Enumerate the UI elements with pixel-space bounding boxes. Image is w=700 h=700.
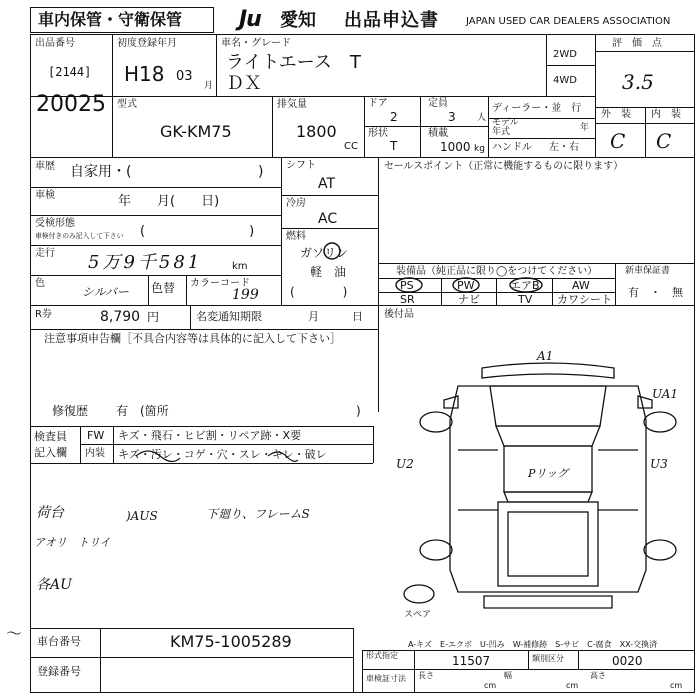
designation-label-2: 類別区分: [532, 654, 564, 663]
load-label: 積載: [428, 128, 448, 139]
model-code: GK-KM75: [160, 122, 232, 141]
color-code-label: カラーコード: [190, 278, 250, 289]
equipment-airbag: エアB: [510, 279, 540, 292]
dimensions-label: 車検証寸法: [366, 674, 406, 683]
handle-options: 左・右: [549, 142, 579, 153]
displacement-value: 1800: [296, 122, 337, 141]
fuel-circle-mark: [322, 241, 342, 259]
displacement-label: 排気量: [277, 99, 307, 110]
fuel-other: ( ): [290, 285, 348, 299]
model-year-unit: 年: [580, 123, 590, 133]
repair-label: 修復歴: [52, 404, 89, 418]
designation-value-1: 11507: [452, 654, 491, 668]
model-label: 型式: [117, 99, 137, 110]
rating-label: 評 価 点: [612, 38, 662, 49]
equipment-tv: TV: [518, 293, 533, 306]
mileage-value: 5万9千581: [88, 252, 203, 273]
aircon-label: 冷房: [286, 198, 306, 209]
brand-name: 愛知: [280, 10, 316, 31]
interior-grade: C: [656, 129, 672, 153]
accept-value: ( ): [140, 224, 255, 239]
dealer-label: ディーラー・並 行: [492, 103, 582, 114]
inspector-label-2: 記入欄: [34, 446, 67, 459]
accept-label: 受検形態: [35, 218, 75, 229]
exterior-grade: C: [610, 129, 626, 153]
fuel-gasoline: ガソリン: [300, 246, 349, 260]
after-equipment-label: 後付品: [384, 309, 414, 320]
ju-logo: Ju: [239, 7, 261, 32]
sales-point-label: セールスポイント（正常に機能するものに限ります）: [384, 161, 624, 172]
mark-left: U2: [396, 457, 414, 471]
warranty-label: 新車保証書: [625, 266, 671, 276]
shape-value: T: [390, 139, 398, 153]
color-value: シルバー: [82, 285, 129, 299]
handle-label: ハンドル: [492, 142, 532, 153]
doors-value: 2: [390, 110, 398, 124]
mark-front-right: UA1: [652, 387, 679, 401]
equipment-aw: AW: [572, 279, 590, 292]
chassis-label: 車台番号: [37, 635, 81, 648]
notes-label: 注意事項申告欄［不具合内容等は具体的に記入して下さい］: [44, 332, 341, 345]
interior-label-inspect: 内装: [85, 448, 105, 459]
inspector-marks: [120, 446, 320, 466]
history-label: 車歴: [35, 161, 55, 172]
mark-right: U3: [650, 457, 668, 471]
designation-value-2: 0020: [612, 654, 643, 668]
accept-note: 車検付きのみ記入して下さい: [35, 232, 124, 240]
inspector-label-1: 検査員: [34, 430, 67, 443]
exterior-label: 外 装: [601, 109, 631, 120]
note-underside: 下廻り、フレームS: [206, 507, 310, 521]
fuel-label: 燃料: [286, 231, 306, 242]
chassis-value: KM75-1005289: [170, 632, 292, 651]
mileage-label: 走行: [35, 248, 55, 259]
margin-mark: 〜: [6, 624, 23, 643]
equipment-navi: ナビ: [458, 293, 480, 306]
model-year-label-1: モデル: [492, 118, 519, 128]
mark-center: Pリッグ: [528, 467, 568, 480]
interior-items: キズ・汚レ・コゲ・穴・スレ・キレ・破レ: [118, 448, 327, 461]
model-year-label-2: 年式: [492, 127, 511, 137]
shape-label: 形状: [368, 128, 388, 139]
history-close: ): [258, 164, 264, 180]
storage-notice: 車内保管・守衛保管: [38, 10, 183, 29]
recycle-amount: 8,790: [100, 309, 141, 325]
inspection-value: 年 月( 日): [118, 194, 220, 209]
car-body-diagram: [418, 360, 678, 620]
form-title: 出品申込書: [344, 10, 439, 31]
lot-label: 出品番号: [35, 38, 75, 49]
width-label: 幅: [504, 671, 512, 680]
note-gate: アオリ トリイ: [34, 536, 111, 549]
lot-number: 20025: [36, 92, 106, 117]
color-code: 199: [232, 287, 259, 303]
equipment-leather-seat: カワシート: [557, 293, 612, 306]
notice-label: 名変通知期限: [196, 310, 262, 323]
vehicle-grade: ＤＸ: [226, 73, 262, 94]
note-cargo-detail: )AUS: [126, 509, 158, 523]
first-reg-month-unit: 月: [204, 81, 214, 91]
first-reg-label: 初度登録年月: [117, 38, 177, 49]
spare-label: スペア: [404, 610, 432, 620]
equipment-pw: PW: [457, 279, 475, 292]
drive-2wd: 2WD: [553, 49, 577, 60]
rating-score: 3.5: [622, 70, 654, 94]
mark-front: A1: [537, 349, 554, 363]
inspection-label: 車検: [35, 190, 55, 201]
first-reg-era: H18: [124, 62, 165, 86]
color-change-label: 色替: [151, 281, 176, 295]
registration-number-label: 登録番号: [37, 665, 81, 678]
equipment-circles: [392, 277, 542, 293]
height-unit: cm: [670, 681, 683, 690]
lot-sub-number: [2144]: [48, 65, 92, 79]
load-unit: kg: [474, 144, 485, 154]
mileage-unit: km: [232, 261, 248, 272]
recycle-label: R券: [35, 309, 52, 320]
vehicle-name: ライトエース T: [226, 52, 361, 73]
equipment-ps: PS: [400, 279, 414, 292]
designation-label-1: 形式指定: [366, 651, 398, 660]
capacity-label: 定員: [428, 98, 448, 109]
length-unit: cm: [484, 681, 497, 690]
fw-items: キズ・飛石・ヒビ割・リペア跡・X要: [118, 429, 302, 442]
equipment-sr: SR: [400, 293, 415, 306]
spare-tire-icon: [402, 583, 436, 605]
aircon-value: AC: [318, 211, 338, 227]
damage-legend: A-キズ E-エクボ U-凹み W-補修跡 S-サビ C-腐食 XX-交換済: [408, 640, 658, 649]
note-each: 各AU: [36, 577, 72, 593]
fw-label: FW: [87, 429, 105, 442]
capacity-value: 3: [448, 110, 456, 124]
length-label: 長さ: [418, 671, 434, 680]
repair-value: 有 (箇所: [116, 404, 169, 418]
notice-value: 月 日: [308, 310, 363, 323]
history-value: 自家用・(: [70, 164, 132, 180]
recycle-unit: 円: [147, 310, 160, 324]
shift-value: AT: [318, 176, 336, 192]
width-unit: cm: [566, 681, 579, 690]
load-value: 1000: [440, 140, 471, 154]
repair-close: ): [356, 404, 361, 418]
drive-4wd: 4WD: [553, 75, 577, 86]
shift-label: シフト: [286, 160, 316, 171]
association-name: JAPAN USED CAR DEALERS ASSOCIATION: [466, 16, 671, 27]
color-label: 色: [35, 278, 45, 289]
first-reg-month: 03: [176, 69, 193, 84]
capacity-unit: 人: [477, 113, 487, 123]
fuel-diesel: 軽 油: [310, 265, 347, 279]
vehicle-name-label: 車名・グレード: [221, 38, 291, 49]
interior-label: 内 装: [651, 109, 681, 120]
note-cargo: 荷台: [36, 505, 64, 521]
equipment-label: 装備品（純正品に限り◯をつけてください）: [396, 266, 598, 277]
warranty-value: 有 ・ 無: [628, 286, 683, 299]
doors-label: ドア: [368, 98, 388, 109]
cc-unit: CC: [344, 141, 358, 152]
height-label: 高さ: [590, 671, 606, 680]
